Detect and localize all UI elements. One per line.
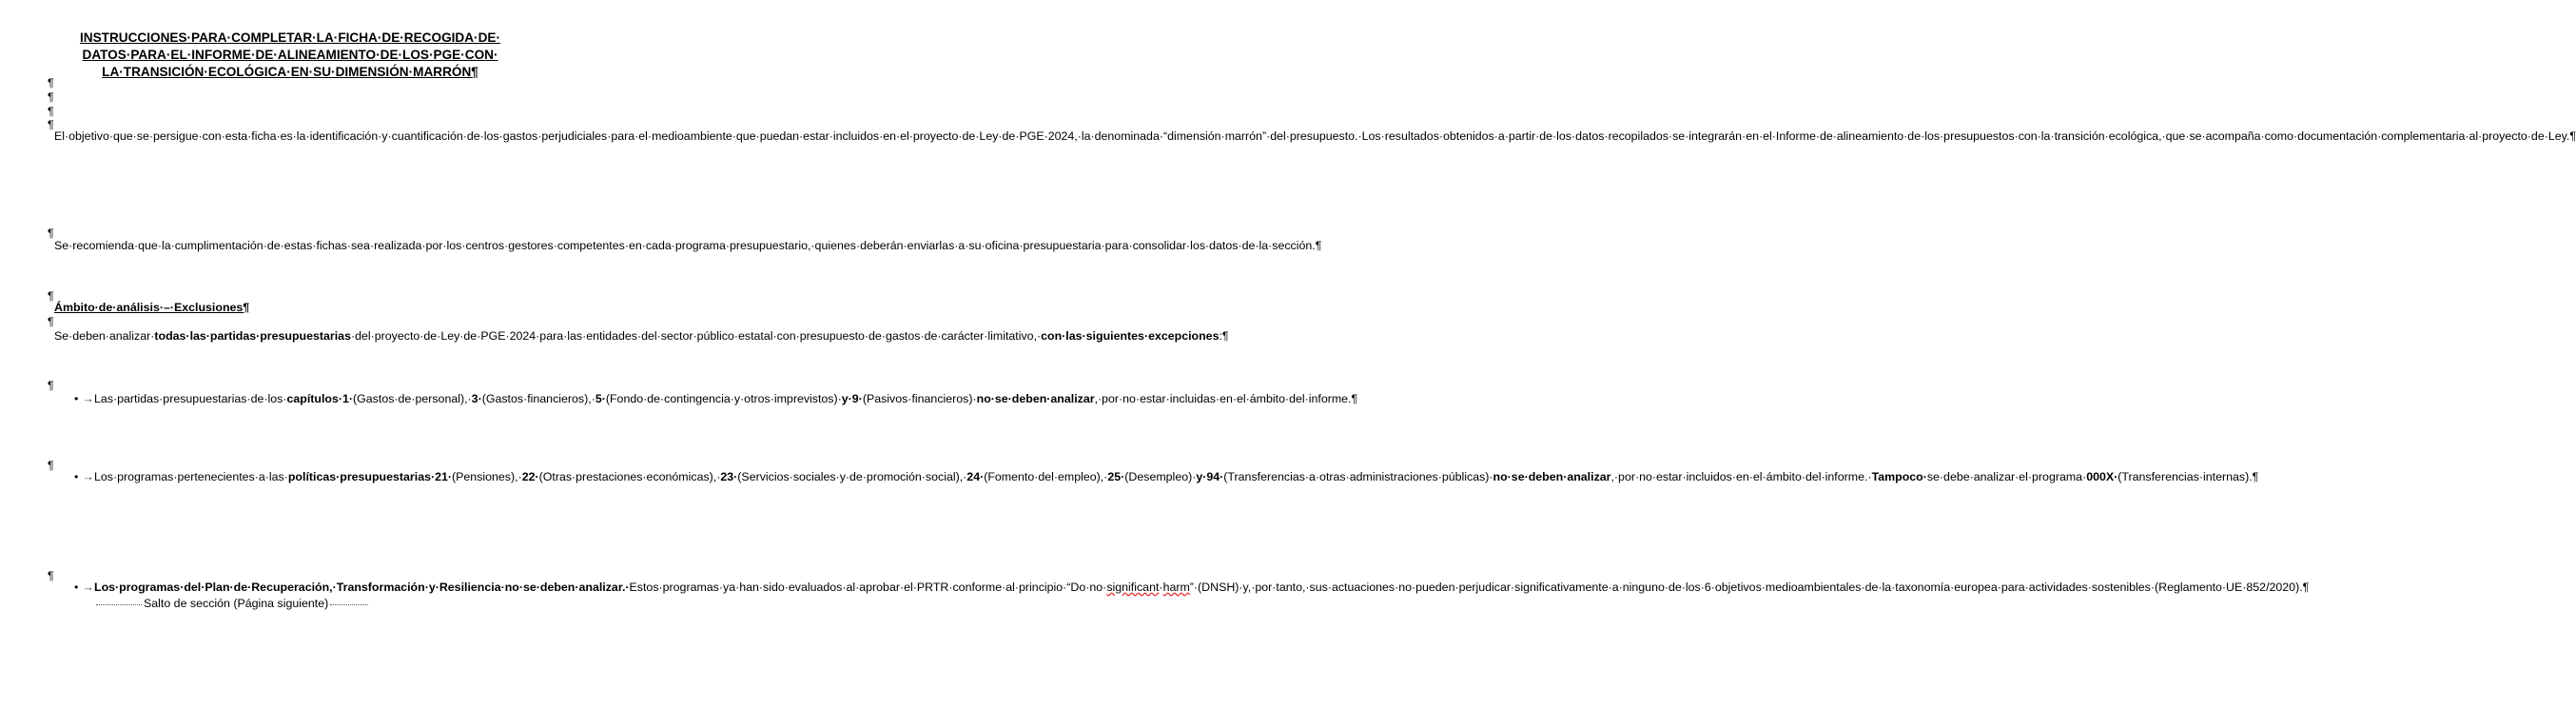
empty-paragraph-mark: ¶ <box>48 118 54 131</box>
paragraph-recommendation: Se·recomienda·que·la·cumplimentación·de·estas·fichas·sea·realizada·por·los·centros·gestores·competentes·en·cada·programa·presupuestario,·quienes·deberán·enviarlas·a·su·oficina·presupuestaria·para·consolidar·los·datos·de·la·sección.¶ <box>54 239 1322 252</box>
text-run: · <box>1159 581 1163 594</box>
bold-run: Los·programas·del·Plan·de·Recuperación,·Transformación·y·Resiliencia·no·se·deben·analizar.· <box>94 581 630 594</box>
list-bullet <box>74 580 94 596</box>
section-break-rule <box>330 604 368 605</box>
text-run: (Servicios·sociales·y·de·promoción·social),· <box>737 470 967 483</box>
bold-run: y·9· <box>841 392 863 405</box>
bold-run: 3· <box>471 392 482 405</box>
bold-run: todas·las·partidas·presupuestarias <box>154 329 351 343</box>
text-run: ,·por·no·estar·incluidos·en·el·ámbito·del·informe.· <box>1610 470 1872 483</box>
bullet-icon: • <box>74 581 79 594</box>
bold-run: con·las·siguientes·excepciones <box>1041 329 1220 343</box>
text-run: (Transferencias·internas).¶ <box>2117 470 2259 483</box>
section-break-label: Salto de sección (Página siguiente) <box>144 597 329 611</box>
paragraph-scope <box>54 328 1229 345</box>
title-line-3: LA·TRANSICIÓN·ECOLÓGICA·EN·SU·DIMENSIÓN·MARRÓN¶ <box>102 65 478 79</box>
paragraph-objective: El·objetivo·que·se·persigue·con·esta·ficha·es·la·identificación·y·cuantificación·de·los·gastos·perjudiciales·para·el·medioambiente·que·puedan·estar·incluidos·en·el·proyecto·de·Ley·de·PGE·2024,·la·denominada·“dimensión·marrón”·del·presupuesto.·Los·resultados·obtenidos·a·partir·de·los·datos·recopilados·se·integrarán·en·el·Informe·de·alineamiento·de·los·presupuestos·con·la·transición·ecológica,·que·se·acompaña·como·documentación·complementaria·al·proyecto·de·Ley.¶ <box>54 129 2576 143</box>
text-run: (Fomento·del·empleo),· <box>984 470 1108 483</box>
text-run: Se·deben·analizar· <box>54 329 155 343</box>
empty-paragraph-mark: ¶ <box>48 379 54 392</box>
text-run: Las·partidas·presupuestarias·de·los· <box>94 392 287 405</box>
empty-paragraph-mark: ¶ <box>48 289 54 303</box>
bullet-icon: • <box>74 470 79 483</box>
spellcheck-word: significant <box>1106 581 1160 594</box>
empty-paragraph-mark: ¶ <box>48 105 54 118</box>
text-run: (Gastos·de·personal),· <box>353 392 472 405</box>
text-run: (Pasivos·financieros)· <box>862 392 977 405</box>
list-item-prtr <box>94 580 2310 613</box>
text-run: :¶ <box>1219 329 1229 343</box>
empty-paragraph-mark: ¶ <box>48 459 54 472</box>
text-run: (Gastos·financieros),· <box>481 392 595 405</box>
tab-arrow-icon: → <box>82 581 94 594</box>
empty-paragraph-mark: ¶ <box>48 315 54 328</box>
text-run: (Transferencias·a·otras·administraciones·públicas)· <box>1223 470 1493 483</box>
bold-run: no·se·deben·analizar <box>1493 470 1611 483</box>
list-item-chapters <box>94 391 1358 407</box>
tab-arrow-icon: → <box>82 470 94 483</box>
title-line-2: DATOS·PARA·EL·INFORME·DE·ALINEAMIENTO·DE·LOS·PGE·CON· <box>82 48 498 62</box>
empty-paragraph-mark: ¶ <box>48 226 54 240</box>
empty-paragraph-mark: ¶ <box>48 569 54 582</box>
bold-run: no·se·deben·analizar <box>976 392 1095 405</box>
bold-run: 25· <box>1107 470 1125 483</box>
text-run: ,·por·no·estar·incluidas·en·el·ámbito·del·informe.¶ <box>1094 392 1358 405</box>
list-item-policies <box>94 469 2259 485</box>
section-break-rule <box>96 604 142 605</box>
text-run: (Otras·prestaciones·económicas),· <box>538 470 721 483</box>
bold-run: 23· <box>720 470 738 483</box>
bold-run: Tampoco· <box>1871 470 1927 483</box>
text-run: Estos·programas·ya·han·sido·evaluados·al·aprobar·el·PRTR·conforme·al·principio·“Do·no· <box>629 581 1107 594</box>
text-run: Los·programas·pertenecientes·a·las· <box>94 470 288 483</box>
text-run: ·del·proyecto·de·Ley·de·PGE·2024·para·las·entidades·del·sector·público·estatal·con·presupuesto·de·gastos·de·carácter·limitativo,· <box>350 329 1042 343</box>
text-run: (Fondo·de·contingencia·y·otros·imprevistos)· <box>605 392 842 405</box>
bold-run: 5· <box>595 392 606 405</box>
list-bullet <box>74 391 94 407</box>
bold-run: 22· <box>521 470 539 483</box>
spellcheck-word: harm <box>1162 581 1190 594</box>
tab-arrow-icon: → <box>82 392 94 405</box>
document-title <box>38 30 542 81</box>
bold-run: 000X· <box>2086 470 2118 483</box>
section-heading: Ámbito·de·análisis·–·Exclusiones¶ <box>54 301 250 314</box>
text-run: (Pensiones),· <box>452 470 522 483</box>
title-line-1: INSTRUCCIONES·PARA·COMPLETAR·LA·FICHA·DE·RECOGIDA·DE· <box>79 30 500 45</box>
text-run: ”·(DNSH)·y,·por·tanto,·sus·actuaciones·no·pueden·perjudicar·significativamente·a·ninguno·de·los·6·objetivos·medioambientales·de·la·taxonomía·europea·para·actividades·sostenibles·(Reglamento·UE·852/2020).¶ <box>1189 581 2310 594</box>
bold-run: 24· <box>966 470 985 483</box>
text-run: (Desempleo)· <box>1124 470 1197 483</box>
bold-run: políticas·presupuestarias·21· <box>287 470 453 483</box>
bold-run: y·94· <box>1196 470 1224 483</box>
bold-run: capítulos·1· <box>286 392 354 405</box>
list-bullet <box>74 469 94 485</box>
text-run: se·debe·analizar·el·programa· <box>1926 470 2087 483</box>
empty-paragraph-mark: ¶ <box>48 90 54 104</box>
empty-paragraph-mark: ¶ <box>48 76 54 89</box>
bullet-icon: • <box>74 392 79 405</box>
